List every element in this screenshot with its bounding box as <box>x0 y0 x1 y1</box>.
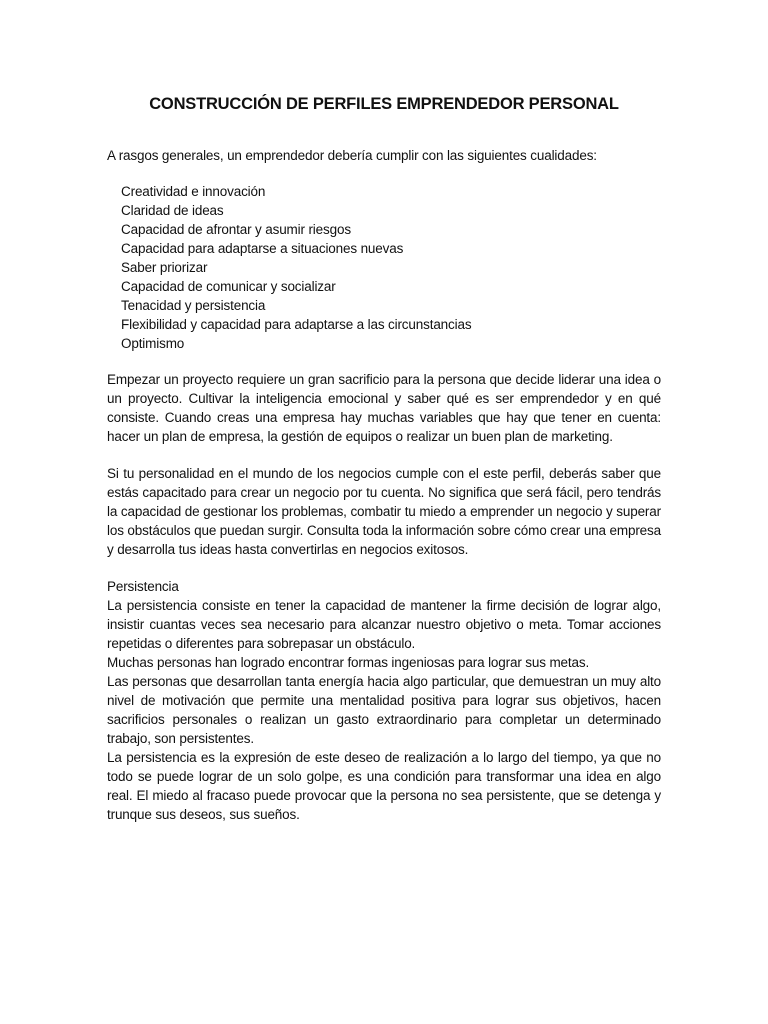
section-heading: Persistencia <box>107 579 179 594</box>
page-title: CONSTRUCCIÓN DE PERFILES EMPRENDEDOR PERSONAL <box>149 95 619 113</box>
persistence-section <box>107 577 661 824</box>
list-item: Tenacidad y persistencia <box>121 298 266 313</box>
list-item: Optimismo <box>121 336 185 351</box>
body-paragraph: Empezar un proyecto requiere un gran sacrificio para la persona que decide liderar una idea o un proyecto. Cultivar la inteligencia emocional y saber qué es ser emprendedor y en qué consiste. Cuando creas una empresa hay muchas variables que hay que tener en cuenta: hacer un plan de empresa, la gestión de equipos o realizar un buen plan de marketing. <box>107 372 661 444</box>
list-item: Capacidad para adaptarse a situaciones nuevas <box>121 241 404 256</box>
list-item: Flexibilidad y capacidad para adaptarse a las circunstancias <box>121 317 472 332</box>
section-paragraph: La persistencia consiste en tener la capacidad de mantener la firme decisión de lograr algo, insistir cuantas veces sea necesario para alcanzar nuestro objetivo o meta. Tomar acciones repetidas o diferentes para sobrepasar un obstáculo. <box>107 598 661 651</box>
section-paragraph: Las personas que desarrollan tanta energía hacia algo particular, que demuestran un muy alto nivel de motivación que permite una mentalidad positiva para lograr sus objetivos, hacen sacrificios personales o realizan un gasto extraordinario para completar un determinado trabajo, son persistentes. <box>107 674 661 746</box>
list-item: Creatividad e innovación <box>121 184 266 199</box>
qualities-list <box>107 182 661 353</box>
list-item: Claridad de ideas <box>121 203 224 218</box>
section-paragraph: Muchas personas han logrado encontrar formas ingeniosas para lograr sus metas. <box>107 655 590 670</box>
body-paragraph: Si tu personalidad en el mundo de los negocios cumple con el este perfil, deberás saber que estás capacitado para crear un negocio por tu cuenta. No significa que será fácil, pero tendrás la capacidad de gestionar los problemas, combatir tu miedo a emprender un negocio y superar los obstáculos que puedan surgir. Consulta toda la información sobre cómo crear una empresa y desarrolla tus ideas hasta convertirlas en negocios exitosos. <box>107 466 661 557</box>
section-paragraph: La persistencia es la expresión de este deseo de realización a lo largo del tiempo, ya que no todo se puede lograr de un solo golpe, es una condición para transformar una idea en algo real. El miedo al fracaso puede provocar que la persona no sea persistente, que se detenga y trunque sus deseos, sus sueños. <box>107 750 661 822</box>
list-item: Capacidad de comunicar y socializar <box>121 279 336 294</box>
list-item: Saber priorizar <box>121 260 208 275</box>
list-item: Capacidad de afrontar y asumir riesgos <box>121 222 351 237</box>
intro-text: A rasgos generales, un emprendedor debería cumplir con las siguientes cualidades: <box>107 148 597 163</box>
